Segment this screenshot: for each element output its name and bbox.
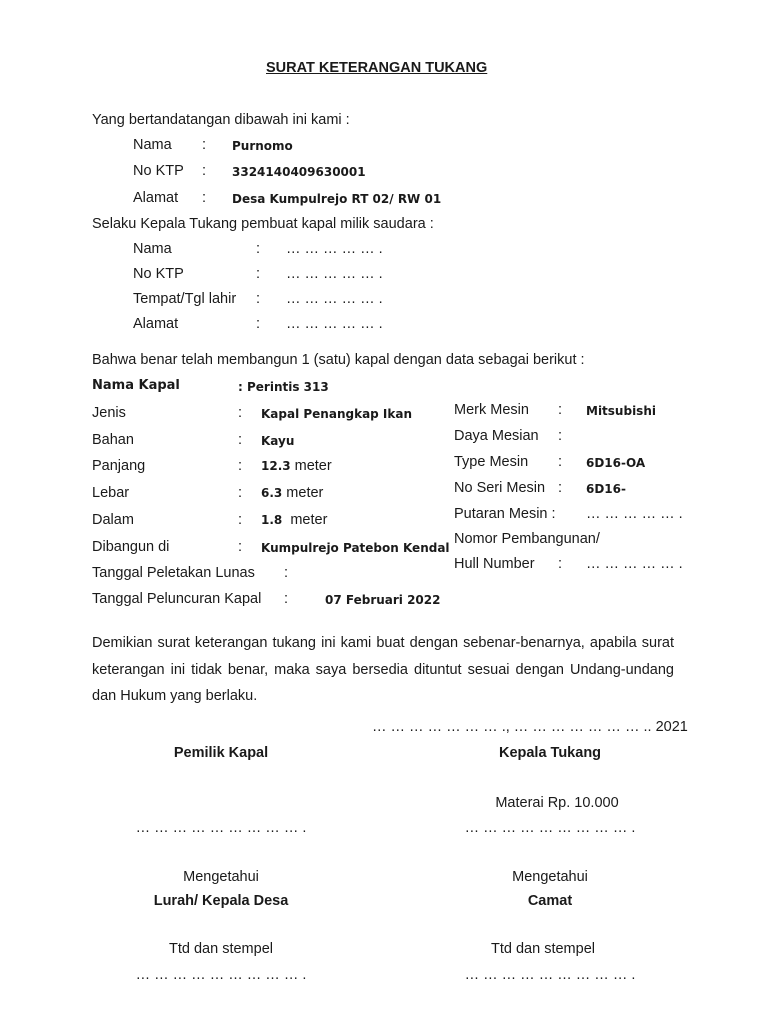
dalam-label: Dalam (92, 512, 134, 528)
ttd-right: Ttd dan stempel (491, 941, 595, 957)
owner-ktp-blank: … … … … … . (286, 266, 383, 282)
intro-text: Yang bertandatangan dibawah ini kami : (92, 112, 350, 128)
dalam-colon: : (238, 512, 243, 528)
place-date: … … … … … … … ., … … … … … … … .. 2021 (372, 719, 688, 735)
lebar-label: Lebar (92, 485, 130, 501)
signer-alamat-label: Alamat (133, 190, 179, 206)
signer-nama-value: Purnomo (232, 139, 293, 153)
peluncuran-value: 07 Februari 2022 (325, 593, 441, 607)
owner-nama-blank: … … … … … . (286, 241, 383, 257)
pemilik-signature-line: … … … … … … … … … . (135, 820, 307, 836)
peletakan-colon: : (284, 565, 289, 581)
panjang-label: Panjang (92, 458, 146, 474)
bahan-label: Bahan (92, 432, 134, 448)
camat-title: Camat (527, 893, 573, 909)
jenis-colon: : (238, 405, 243, 421)
lurah-title: Lurah/ Kepala Desa (153, 893, 289, 909)
nomor-pembangunan-label: Nomor Pembangunan/ (454, 531, 600, 547)
panjang-unit: meter (294, 458, 332, 474)
seri-mesin-value: 6D16- (586, 482, 626, 496)
panjang-colon: : (238, 458, 243, 474)
jenis-value: Kapal Penangkap Ikan (261, 407, 413, 421)
owner-alamat-colon: : (256, 316, 261, 332)
owner-ttl-colon: : (256, 291, 261, 307)
dibangun-value: Kumpulrejo Patebon Kendal (261, 541, 450, 555)
owner-alamat-label: Alamat (133, 316, 179, 332)
kepala-tukang-title: Kepala Tukang (498, 745, 602, 761)
panjang-value: 12.3 (261, 459, 291, 473)
signer-ktp-value: 3324140409630001 (232, 165, 366, 179)
nama-kapal-label: Nama Kapal (92, 378, 180, 393)
owner-nama-colon: : (256, 241, 261, 257)
camat-signature-line: … … … … … … … … … . (464, 967, 636, 983)
signer-nama-label: Nama (133, 137, 172, 153)
dibangun-label: Dibangun di (92, 539, 170, 555)
putaran-mesin-label: Putaran Mesin : (454, 506, 556, 522)
merk-mesin-colon: : (558, 402, 563, 418)
mengetahui-right: Mengetahui (512, 869, 588, 885)
daya-mesin-colon: : (558, 428, 563, 444)
dalam-value: 1.8 (261, 513, 283, 527)
dalam-unit: meter (290, 512, 328, 528)
hull-number-label: Hull Number (454, 556, 535, 572)
lurah-signature-line: … … … … … … … … … . (135, 967, 307, 983)
panjang-measure (261, 458, 332, 474)
type-mesin-label: Type Mesin (454, 454, 529, 470)
signer-ktp-label: No KTP (133, 163, 184, 179)
owner-ttl-blank: … … … … … . (286, 291, 383, 307)
owner-ttl-label: Tempat/Tgl lahir (133, 291, 237, 307)
ship-intro-text: Bahwa benar telah membangun 1 (satu) kapal dengan data sebagai berikut : (92, 352, 585, 368)
merk-mesin-value: Mitsubishi (586, 404, 656, 418)
bahan-value: Kayu (261, 434, 295, 448)
jenis-label: Jenis (92, 405, 126, 421)
signer-nama-colon: : (202, 137, 207, 153)
lebar-measure (261, 485, 323, 501)
owner-alamat-blank: … … … … … . (286, 316, 383, 332)
peluncuran-colon: : (284, 591, 289, 607)
lebar-unit: meter (286, 485, 324, 501)
seri-mesin-colon: : (558, 480, 563, 496)
signer-alamat-value: Desa Kumpulrejo RT 02/ RW 01 (232, 192, 442, 206)
closing-paragraph: Demikian surat keterangan tukang ini kami buat dengan sebenar-benarnya, apabila surat keterangan ini tidak benar, maka saya bersedia dituntut sesuai dengan Undang-undang dan Hukum yang berlaku. (92, 635, 674, 704)
type-mesin-value: 6D16-OA (586, 456, 646, 470)
lebar-colon: : (238, 485, 243, 501)
daya-mesin-label: Daya Mesian (454, 428, 539, 444)
signer-ktp-colon: : (202, 163, 207, 179)
bahan-colon: : (238, 432, 243, 448)
signer-alamat-colon: : (202, 190, 207, 206)
materai-text: Materai Rp. 10.000 (495, 795, 619, 811)
nama-kapal-value: : Perintis 313 (238, 380, 329, 394)
kepala-signature-line: … … … … … … … … … . (464, 820, 636, 836)
owner-nama-label: Nama (133, 241, 172, 257)
lebar-value: 6.3 (261, 486, 283, 500)
ttd-left: Ttd dan stempel (169, 941, 273, 957)
mengetahui-left: Mengetahui (183, 869, 259, 885)
dalam-measure (261, 512, 327, 528)
dibangun-colon: : (238, 539, 243, 555)
owner-ktp-label: No KTP (133, 266, 184, 282)
hull-number-colon: : (558, 556, 563, 572)
pemilik-kapal-title: Pemilik Kapal (173, 745, 269, 761)
peletakan-label: Tanggal Peletakan Lunas (92, 565, 255, 581)
hull-number-blank: … … … … … . (586, 556, 683, 572)
putaran-mesin-blank: … … … … … . (586, 506, 683, 522)
type-mesin-colon: : (558, 454, 563, 470)
peluncuran-label: Tanggal Peluncuran Kapal (92, 591, 262, 607)
document-title: SURAT KETERANGAN TUKANG (266, 60, 488, 76)
seri-mesin-label: No Seri Mesin (454, 480, 546, 496)
owner-intro-text: Selaku Kepala Tukang pembuat kapal milik saudara : (92, 216, 434, 232)
owner-ktp-colon: : (256, 266, 261, 282)
merk-mesin-label: Merk Mesin (454, 402, 529, 418)
